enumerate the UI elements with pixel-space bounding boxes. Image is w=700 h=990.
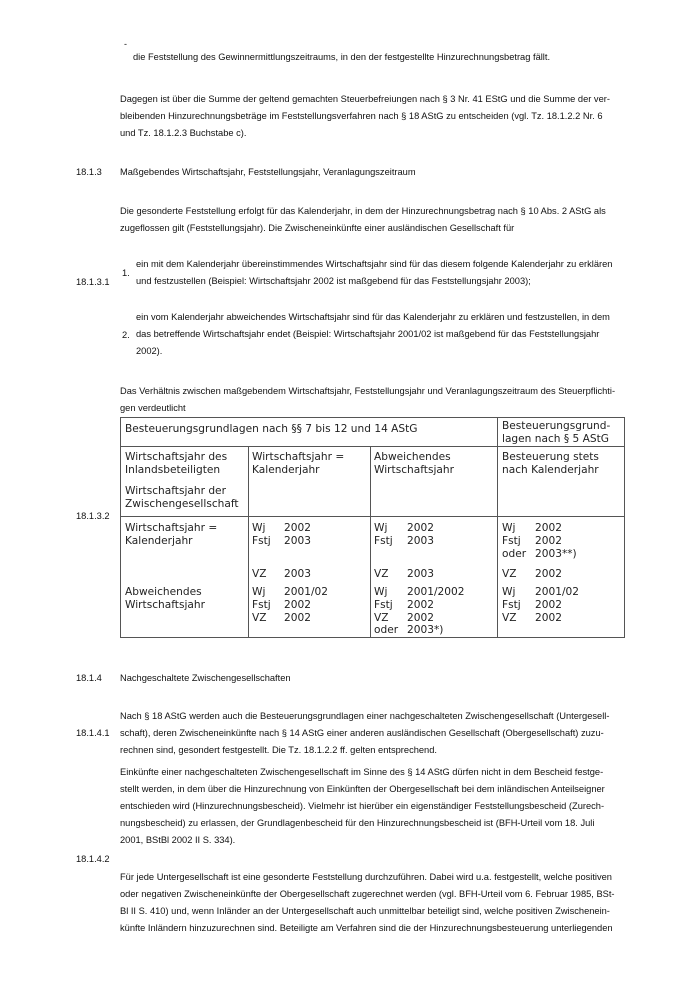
text-line: und festzustellen (Beispiel: Wirtschaftsjahr 2002 ist maßgebend für das Feststellungsjahr 2003); xyxy=(136,276,531,286)
text-line: bleibenden Hinzurechnungsbeträge im Feststellungsverfahren nach § 18 AStG zu entscheiden (vgl. Tz. 18.1.2.2 Nr. 6 xyxy=(120,111,603,121)
section-number: 18.1.3 xyxy=(76,167,102,177)
table-rule xyxy=(497,418,498,637)
table-subheader: Zwischengesellschaft xyxy=(125,498,239,510)
text-line: Nach § 18 AStG werden auch die Besteuerungsgrundlagen einer nachgeschalteten Zwischengesellschaft (Untergesell- xyxy=(120,711,610,721)
table-subheader: Wirtschaftsjahr der xyxy=(125,485,226,497)
table-subheader: Wirtschaftsjahr des xyxy=(125,451,228,463)
cell-value: 2002 xyxy=(407,522,434,534)
cell-value: 2002 xyxy=(407,612,434,624)
section-number: 18.1.3.2 xyxy=(76,511,110,521)
cell-key: Wj xyxy=(374,586,388,598)
cell-key: Fstj xyxy=(502,535,521,547)
bullet-mark: - xyxy=(124,39,127,49)
table-subheader: Wirtschaftsjahr = xyxy=(252,451,345,463)
cell-key: Fstj xyxy=(374,535,393,547)
cell-value: 2002 xyxy=(284,599,311,611)
text-line: stellt werden, in dem über die Hinzurechnung von Einkünften der Obergesellschaft bei dem inländischen Anteilseigner xyxy=(120,784,605,794)
cell-value: 2003 xyxy=(407,535,434,547)
text-line: 2001, BStBl 2002 II S. 334). xyxy=(120,835,236,845)
fiscal-year-table xyxy=(120,417,625,638)
text-line: künfte Inländern hinzuzurechnen sind. Beteiligte am Verfahren sind die der Hinzurechnungsbesteuerung unterliegenden xyxy=(120,923,613,933)
table-rule xyxy=(370,446,371,637)
table-subheader: Inlandsbeteiligten xyxy=(125,464,221,476)
cell-key: Wj xyxy=(252,586,266,598)
cell-value: 2001/2002 xyxy=(407,586,465,598)
list-item xyxy=(136,309,631,360)
cell-key: Wj xyxy=(252,522,266,534)
table-rule xyxy=(121,446,624,447)
cell-value: 2001/02 xyxy=(535,586,580,598)
section-number: 18.1.4.1 xyxy=(76,728,110,738)
cell-value: 2001/02 xyxy=(284,586,329,598)
text-line: schaft), deren Zwischeneinkünfte nach § 14 AStG einer anderen ausländischen Gesellschaft (Obergesellschaft) zuzu- xyxy=(120,728,604,738)
cell-value: 2002 xyxy=(535,599,562,611)
paragraph-gesondert xyxy=(120,203,625,237)
text-line: oder negativen Zwischeneinkünfte der Obergesellschaft zugerechnet werden (vgl. BFH-Urteil vom 6. Februar 1985, BSt- xyxy=(120,889,615,899)
cell-key: VZ xyxy=(252,612,267,624)
text-line: zugeflossen gilt (Feststellungsjahr). Die Zwischeneinkünfte einer ausländischen Gesellschaft für xyxy=(120,223,515,233)
table-subheader: Wirtschaftsjahr xyxy=(374,464,454,476)
cell-key: VZ xyxy=(374,568,389,580)
cell-value: 2003 xyxy=(407,568,434,580)
cell-key: Wj xyxy=(502,522,516,534)
text-line: das betreffende Wirtschaftsjahr endet (Beispiel: Wirtschaftsjahr 2001/02 ist maßgebend für das Feststellungsjahr xyxy=(136,329,600,339)
row-label: Wirtschaftsjahr = xyxy=(125,522,218,534)
row-label: Wirtschaftsjahr xyxy=(125,599,205,611)
table-subheader: Kalenderjahr xyxy=(252,464,320,476)
list-item xyxy=(136,256,631,290)
section-number: 18.1.4.2 xyxy=(76,854,110,864)
table-header-right: Besteuerungsgrund- xyxy=(502,420,611,432)
cell-key: Fstj xyxy=(252,535,271,547)
text-line: und Tz. 18.1.2.3 Buchstabe c). xyxy=(120,128,247,138)
cell-value: 2002 xyxy=(535,522,562,534)
table-header-right: lagen nach § 5 AStG xyxy=(502,433,609,445)
text-line: rechnen sind, gesondert festgestellt. Die Tz. 18.1.2.2 ff. gelten entsprechend. xyxy=(120,745,437,755)
table-subheader: nach Kalenderjahr xyxy=(502,464,599,476)
text-line: gen verdeutlicht xyxy=(120,403,186,413)
text-line: entschieden wird (Hinzurechnungsbescheid). Vielmehr ist hierüber ein eigenständiger Feststellungsbescheid (Zurech- xyxy=(120,801,605,811)
text-line: nungsbescheid) zu erlassen, der Grundlagenbescheid für den Hinzurechnungsbescheid ist (BFH-Urteil vom 18. Juli xyxy=(120,818,595,828)
cell-key: VZ xyxy=(374,612,389,624)
cell-key: Fstj xyxy=(502,599,521,611)
intro-line: die Feststellung des Gewinnermittlungszeitraums, in den der festgestellte Hinzurechnungsbetrag fällt. xyxy=(133,52,551,62)
section-title: Maßgebendes Wirtschaftsjahr, Feststellungsjahr, Veranlagungszeitraum xyxy=(120,167,416,177)
text-line: Bl II S. 410) und, wenn Inländer an der Untergesellschaft auch unmittelbar beteiligt sind, welche positiven Zwischenein- xyxy=(120,906,610,916)
cell-key: Fstj xyxy=(374,599,393,611)
list-number: 1. xyxy=(122,268,130,278)
table-subheader: Besteuerung stets xyxy=(502,451,599,463)
cell-key: VZ xyxy=(252,568,267,580)
cell-key: Wj xyxy=(374,522,388,534)
cell-value: 2002 xyxy=(535,612,562,624)
row-label: Abweichendes xyxy=(125,586,202,598)
text-line: 2002). xyxy=(136,346,163,356)
section-number: 18.1.3.1 xyxy=(76,277,110,287)
section-title: Nachgeschaltete Zwischengesellschaften xyxy=(120,673,291,683)
cell-key: VZ xyxy=(502,612,517,624)
cell-value: 2003 xyxy=(284,535,311,547)
paragraph-dagegen xyxy=(120,91,625,142)
text-line: Dagegen ist über die Summe der geltend gemachten Steuerbefreiungen nach § 3 Nr. 41 EStG und die Summe der ver- xyxy=(120,94,610,104)
text-line: ein vom Kalenderjahr abweichendes Wirtschaftsjahr sind für das Kalenderjahr zu erklären und festzustellen, in dem xyxy=(136,312,610,322)
cell-value: 2003 xyxy=(284,568,311,580)
row-label: Kalenderjahr xyxy=(125,535,193,547)
cell-value: 2002 xyxy=(535,568,562,580)
text-line: Für jede Untergesellschaft ist eine gesonderte Feststellung durchzuführen. Dabei wird u.a. festgestellt, welche positiven xyxy=(120,872,612,882)
paragraph-18142b xyxy=(120,869,625,937)
cell-key: oder xyxy=(374,624,399,636)
section-number: 18.1.4 xyxy=(76,673,102,683)
table-rule xyxy=(121,516,624,517)
cell-key: oder xyxy=(502,548,527,560)
list-number: 2. xyxy=(122,330,130,340)
cell-value: 2002 xyxy=(535,535,562,547)
table-header-left: Besteuerungsgrundlagen nach §§ 7 bis 12 und 14 AStG xyxy=(125,423,418,435)
cell-key: Wj xyxy=(502,586,516,598)
cell-value: 2002 xyxy=(407,599,434,611)
paragraph-18141 xyxy=(120,708,625,759)
text-line: Einkünfte einer nachgeschalteten Zwischengesellschaft im Sinne des § 14 AStG dürfen nicht in dem Bescheid festge- xyxy=(120,767,604,777)
paragraph-verhaeltnis xyxy=(120,383,625,417)
text-line: Die gesonderte Feststellung erfolgt für das Kalenderjahr, in dem der Hinzurechnungsbetrag nach § 10 Abs. 2 AStG als xyxy=(120,206,606,216)
cell-value: 2003**) xyxy=(535,548,577,560)
paragraph-18142a xyxy=(120,764,625,849)
text-line: Das Verhältnis zwischen maßgebendem Wirtschaftsjahr, Feststellungsjahr und Veranlagungszeitraum des Steuerpflichti- xyxy=(120,386,616,396)
table-rule xyxy=(248,446,249,637)
cell-value: 2002 xyxy=(284,612,311,624)
cell-key: Fstj xyxy=(252,599,271,611)
cell-value: 2002 xyxy=(284,522,311,534)
text-line: ein mit dem Kalenderjahr übereinstimmendes Wirtschaftsjahr sind für das diesem folgende Kalenderjahr zu erklären xyxy=(136,259,613,269)
cell-value: 2003*) xyxy=(407,624,444,636)
cell-key: VZ xyxy=(502,568,517,580)
table-subheader: Abweichendes xyxy=(374,451,451,463)
